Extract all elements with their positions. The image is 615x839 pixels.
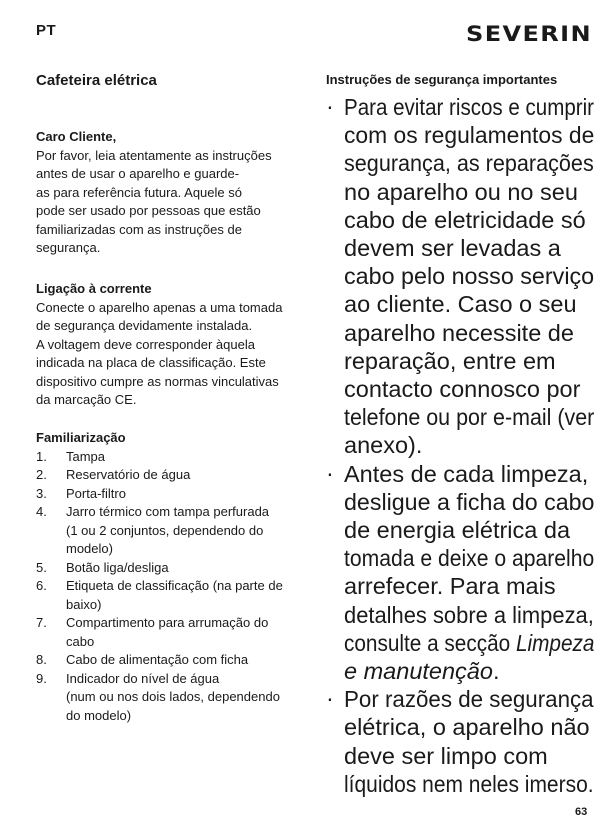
bullet-line: desligue a ficha do cabo [344,488,595,515]
bullet-line: anexo). [344,432,423,459]
bullet-line: Para evitar riscos e cumprir [344,94,594,120]
item-number: 5. [36,559,47,575]
item-number: 6. [36,578,47,593]
safety-heading: Instruções de segurança importantes [326,72,558,87]
connection-line: Conecte o aparelho apenas a uma tomada [36,299,283,315]
list-item [36,503,283,559]
item-text: Cabo de alimentação com ficha [66,652,249,667]
bullet-marker: · [326,685,334,712]
bullet-line: cabo de eletricidade só [344,206,586,233]
item-number: 4. [36,504,47,519]
item-number: 2. [36,467,47,482]
bullet-line [344,657,596,685]
bullet-marker: · [326,93,334,119]
list-item [36,577,283,614]
greeting-line: antes de usar o aparelho e guarde- [36,166,240,181]
document-title: Cafeteira elétrica [36,72,157,89]
list-item [36,651,283,670]
greeting-section [36,128,272,258]
bullet-line: telefone ou por e-mail (ver [344,404,595,431]
bullet-marker: · [326,459,334,486]
bullet-text: . [492,658,500,685]
bullet-line: líquidos nem neles imerso. [344,770,594,797]
bullet-line: tomada e deixe o aparelho [344,545,595,572]
safety-bullet [326,460,596,686]
item-text: Indicador do nível de água [66,670,220,686]
item-number: 7. [36,615,47,630]
language-code: PT [36,22,57,39]
bullet-line: ao cliente. Caso o seu [344,291,577,318]
familiarization-section [36,429,283,725]
item-text: baixo) [66,596,102,612]
item-text: Tampa [66,448,106,464]
bullet-line: devem ser levadas a [344,235,561,262]
item-text: (num ou nos dois lados, dependendo [66,689,280,704]
item-text: (1 ou 2 conjuntos, dependendo do [66,522,264,538]
greeting-line: familiarizadas com as instruções de [36,221,242,237]
item-number: 9. [36,670,47,686]
list-item [36,466,283,485]
bullet-line: deve ser limpo com [344,742,548,769]
severin-logo [466,18,593,48]
brand-wordmark: SEVERIN [466,22,592,46]
item-text: Botão liga/desliga [66,559,169,575]
list-item [36,448,283,467]
item-text: modelo) [66,541,113,556]
item-number: 3. [36,485,47,501]
item-number: 8. [36,652,47,667]
greeting-line: pode ser usado por pessoas que estão [36,203,261,218]
bullet-text: consulte a secção [344,629,516,656]
bullet-line: aparelho necessite de [344,319,574,346]
bullet-line: segurança, as reparações [344,150,594,177]
item-text: Jarro térmico com tampa perfurada [66,504,270,519]
item-number: 1. [36,448,47,464]
greeting-heading: Caro Cliente, [36,129,117,144]
section-reference: Limpeza [515,629,595,656]
connection-line: de segurança devidamente instalada. [36,318,253,333]
item-text: do modelo) [66,707,132,723]
connection-line: A voltagem deve corresponder àquela [36,336,255,352]
list-item [36,670,283,726]
bullet-line: contacto connosco por [344,376,581,403]
greeting-line: segurança. [36,240,101,255]
bullet-line: Por razões de segurança [344,686,594,713]
safety-bullet [326,93,596,460]
list-item [36,485,283,504]
bullet-line: cabo pelo nosso serviço [344,263,595,290]
connection-line: dispositivo cumpre as normas vinculativas [36,373,279,389]
connection-heading: Ligação à corrente [36,281,152,296]
item-text: Porta-filtro [66,485,126,501]
safety-instructions [326,93,596,798]
bullet-line: com os regulamentos de [344,122,595,149]
bullet-line: no aparelho ou no seu [344,178,578,205]
bullet-line: reparação, entre em [344,347,556,374]
bullet-line: arrefecer. Para mais [344,573,556,600]
bullet-line: detalhes sobre a limpeza, [344,601,594,628]
connection-section [36,280,282,410]
list-item [36,559,283,578]
greeting-line: Por favor, leia atentamente as instruções [36,147,272,163]
bullet-line: de energia elétrica da [344,517,571,544]
greeting-line: as para referência futura. Aquele só [36,184,242,200]
section-reference: e manutenção [344,658,493,685]
item-text: Etiqueta de classificação (na parte de [66,578,283,593]
list-item [36,614,283,651]
item-text: Compartimento para arrumação do [66,615,269,630]
bullet-line: elétrica, o aparelho não [344,714,590,741]
connection-line: da marcação CE. [36,392,137,407]
page-number: 63 [575,806,588,818]
bullet-line: Antes de cada limpeza, [344,460,589,487]
connection-line: indicada na placa de classificação. Este [36,355,266,370]
item-text: cabo [66,633,95,649]
parts-list [36,448,283,726]
familiarization-heading: Familiarização [36,430,126,445]
item-text: Reservatório de água [66,467,191,482]
bullet-line [344,629,595,657]
safety-bullet [326,685,596,798]
